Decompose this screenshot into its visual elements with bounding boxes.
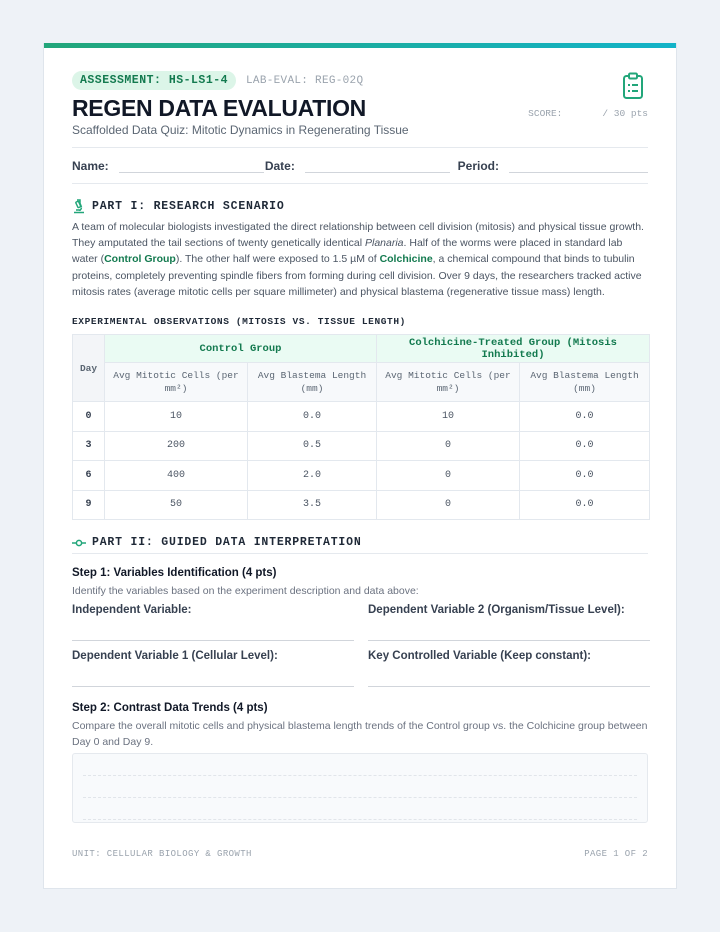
- table-row: [73, 461, 650, 491]
- step1-title: Step 1: Variables Identification (4 pts): [72, 567, 277, 579]
- score-label: SCORE:: [528, 108, 563, 119]
- dependent-variable-1-field[interactable]: [72, 650, 354, 687]
- table-row: [73, 490, 650, 520]
- assessment-badge: ASSESSMENT: HS-LS1-4: [72, 71, 236, 90]
- scenario-control-group: Control Group: [104, 253, 176, 266]
- table-cell: 400: [105, 461, 248, 491]
- table-cell: 50: [105, 490, 248, 520]
- table-cell: 0.5: [248, 431, 377, 461]
- answer-guide-line: [83, 797, 637, 798]
- score-total: / 30 pts: [602, 108, 648, 119]
- answer-guide-line: [83, 775, 637, 776]
- colchicine-group-header: Colchicine-Treated Group (Mitosis Inhibited): [377, 335, 650, 363]
- dependent-variable-1-label: Dependent Variable 1 (Cellular Level):: [72, 650, 278, 662]
- name-label: Name:: [72, 159, 109, 173]
- answer-line[interactable]: [368, 640, 650, 641]
- answer-line[interactable]: [72, 686, 354, 687]
- table-title: EXPERIMENTAL OBSERVATIONS (MITOSIS VS. TISSUE LENGTH): [72, 316, 406, 327]
- scenario-colchicine: Colchicine: [379, 253, 433, 266]
- step2-title: Step 2: Contrast Data Trends (4 pts): [72, 702, 268, 714]
- dependent-variable-2-field[interactable]: [368, 604, 650, 641]
- period-label: Period:: [457, 159, 499, 173]
- table-cell: 3.5: [248, 490, 377, 520]
- day-cell: 0: [73, 402, 105, 432]
- part1-title: PART I: RESEARCH SCENARIO: [92, 200, 285, 213]
- day-cell: 6: [73, 461, 105, 491]
- control-mitotic-header: Avg Mitotic Cells (per mm²): [105, 363, 248, 402]
- table-cell: 0: [377, 431, 520, 461]
- date-line[interactable]: [305, 159, 450, 173]
- table-row: [73, 431, 650, 461]
- table-cell: 0.0: [520, 461, 650, 491]
- colchicine-blastema-header: Avg Blastema Length (mm): [520, 363, 650, 402]
- controlled-variable-label: Key Controlled Variable (Keep constant):: [368, 650, 592, 662]
- table-cell: 2.0: [248, 461, 377, 491]
- table-cell: 0.0: [520, 490, 650, 520]
- step1-description: Identify the variables based on the experiment description and data above:: [72, 585, 419, 597]
- scenario-text-a: A team of molecular biologists investigated the direct relationship between cell division (mitosis) and physical tissue growth. They amputated the tail sections of twenty genetically identical: [72, 221, 644, 250]
- table-cell: 0.0: [520, 402, 650, 432]
- day-cell: 3: [73, 431, 105, 461]
- header-meta: [72, 71, 363, 90]
- table-cell: 0.0: [520, 431, 650, 461]
- page-title: REGEN DATA EVALUATION: [72, 95, 366, 121]
- day-cell: 9: [73, 490, 105, 520]
- scenario-organism: Planaria: [365, 237, 404, 250]
- contrast-answer-box[interactable]: [72, 753, 648, 823]
- control-blastema-header: Avg Blastema Length (mm): [248, 363, 377, 402]
- table-cell: 10: [105, 402, 248, 432]
- page-subtitle: Scaffolded Data Quiz: Mitotic Dynamics in Regenerating Tissue: [72, 123, 409, 137]
- day-header: Day: [73, 335, 105, 402]
- name-field[interactable]: [72, 159, 265, 173]
- period-line[interactable]: [509, 159, 648, 173]
- microscope-icon: [72, 199, 86, 214]
- table-cell: 0: [377, 490, 520, 520]
- date-label: Date:: [264, 159, 295, 173]
- scenario-text-d: , a chemical compound that binds to tubulin proteins, completely preventing spindle fibers from forming during cell division. Over 9 days, the researchers tracked active mitosis rates (average mitotic cells per square millimeter) and physical blastema (regenerative tissue mass) length.: [72, 253, 642, 298]
- page-number: PAGE 1 OF 2: [584, 849, 648, 859]
- answer-guide-line: [83, 819, 637, 820]
- table-cell: 0: [377, 461, 520, 491]
- divider: [72, 183, 648, 184]
- clipboard-icon: [622, 72, 644, 100]
- timeline-icon: [72, 538, 86, 548]
- controlled-variable-field[interactable]: [368, 650, 650, 687]
- table-row: [73, 402, 650, 432]
- unit-label: UNIT: CELLULAR BIOLOGY & GROWTH: [72, 849, 252, 859]
- control-group-header: Control Group: [105, 335, 377, 363]
- research-scenario-text: [72, 219, 648, 300]
- colchicine-mitotic-header: Avg Mitotic Cells (per mm²): [377, 363, 520, 402]
- part2-heading: [72, 536, 362, 549]
- table-cell: 10: [377, 402, 520, 432]
- scenario-text-c: ). The other half were exposed to 1.5 µM of: [175, 253, 380, 266]
- table-cell: 0.0: [248, 402, 377, 432]
- table-cell: 200: [105, 431, 248, 461]
- page-footer: [72, 849, 648, 859]
- period-field[interactable]: [458, 159, 648, 173]
- answer-line[interactable]: [368, 686, 650, 687]
- answer-line[interactable]: [72, 640, 354, 641]
- independent-variable-field[interactable]: [72, 604, 354, 641]
- scenario-text-b: . Half of the worms were placed in standard lab water (: [72, 237, 623, 266]
- name-line[interactable]: [119, 159, 264, 173]
- divider: [72, 553, 648, 554]
- independent-variable-label: Independent Variable:: [72, 604, 192, 616]
- dependent-variable-2-label: Dependent Variable 2 (Organism/Tissue Level):: [368, 604, 625, 616]
- observations-table: [72, 334, 650, 520]
- divider: [72, 147, 648, 148]
- lab-eval-code: LAB-EVAL: REG-02Q: [246, 74, 364, 87]
- step2-description: Compare the overall mitotic cells and physical blastema length trends of the Control group vs. the Colchicine group between Day 0 and Day 9.: [72, 720, 648, 748]
- date-field[interactable]: [265, 159, 458, 173]
- part1-heading: [72, 199, 285, 214]
- part2-title: PART II: GUIDED DATA INTERPRETATION: [92, 536, 362, 549]
- score-box: [528, 108, 648, 119]
- worksheet-page: [43, 43, 677, 889]
- student-info-row: [72, 159, 648, 173]
